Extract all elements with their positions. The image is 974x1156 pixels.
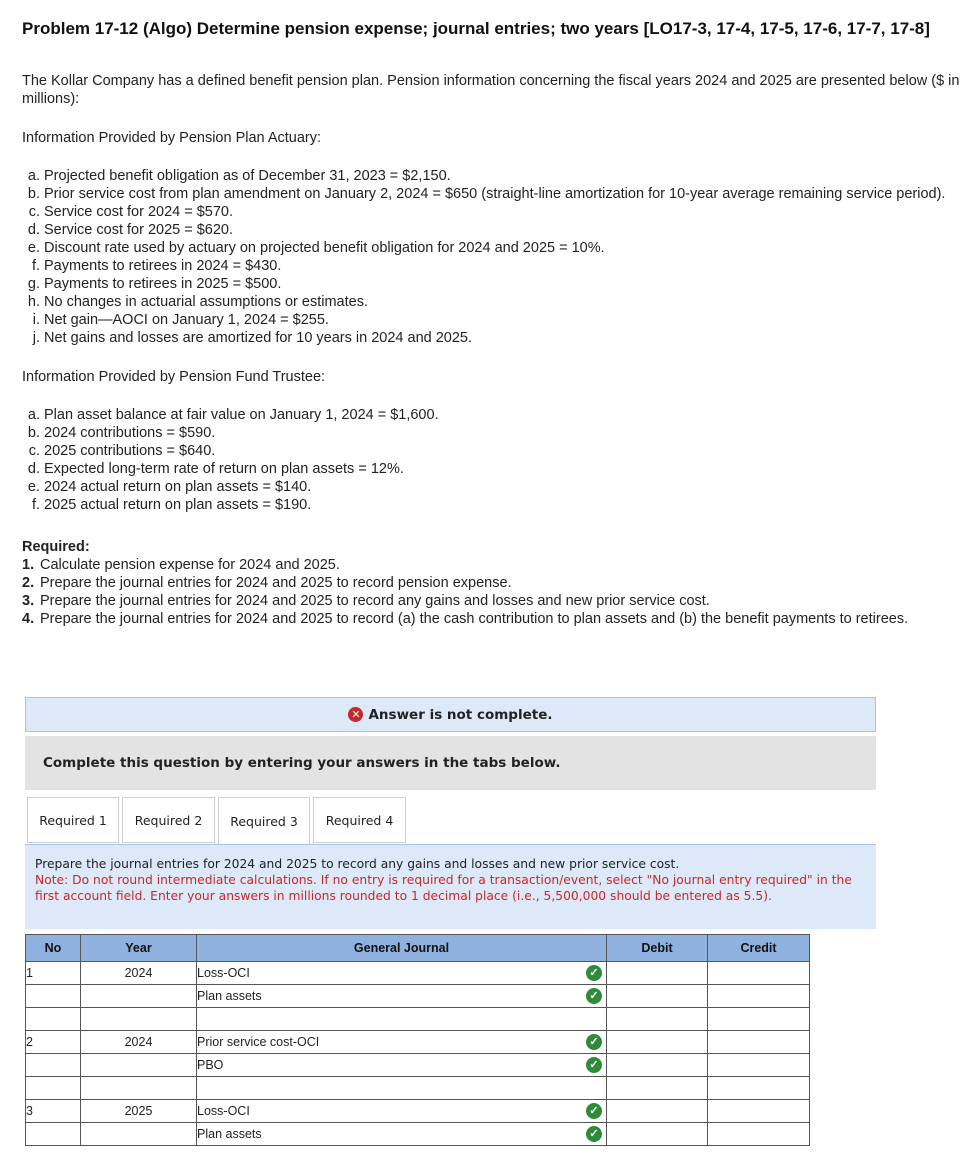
list-item-text: Net gain—AOCI on January 1, 2024 = $255. xyxy=(44,312,329,328)
list-item xyxy=(22,460,960,478)
list-item xyxy=(22,592,960,610)
list-item-marker: 4. xyxy=(22,611,35,627)
list-item-text: Prepare the journal entries for 2024 and 2025 to record any gains and losses and new prior service cost. xyxy=(40,593,710,609)
trustee-heading: Information Provided by Pension Fund Trustee: xyxy=(22,369,326,385)
entry-no-cell xyxy=(26,1077,81,1100)
required-heading: Required: xyxy=(22,539,90,555)
account-cell[interactable] xyxy=(197,1077,607,1100)
debit-input-cell[interactable] xyxy=(607,1008,708,1031)
entry-no-cell: 1 xyxy=(26,962,81,985)
debit-input-cell[interactable] xyxy=(607,962,708,985)
list-item-marker: e. xyxy=(27,240,40,256)
list-item-marker: b. xyxy=(27,425,40,441)
table-row xyxy=(26,1100,810,1123)
tab-required-3[interactable]: Required 3 xyxy=(218,797,310,845)
header-no: No xyxy=(26,935,81,962)
entry-no-cell: 3 xyxy=(26,1100,81,1123)
list-item-text: Service cost for 2024 = $570. xyxy=(44,204,234,220)
list-item-text: Prior service cost from plan amendment on January 2, 2024 = $650 (straight-line amortization for 10-year average remaining service period). xyxy=(44,186,946,202)
list-item xyxy=(22,442,960,460)
credit-input-cell[interactable] xyxy=(708,1123,810,1146)
list-item-marker: c. xyxy=(28,204,40,220)
correct-check-icon: ✓ xyxy=(586,965,602,981)
list-item xyxy=(22,275,960,293)
list-item-text: Projected benefit obligation as of December 31, 2023 = $2,150. xyxy=(44,168,451,184)
credit-input-cell[interactable] xyxy=(708,1008,810,1031)
list-item-marker: h. xyxy=(27,294,40,310)
table-row xyxy=(26,985,810,1008)
list-item-marker: c. xyxy=(28,443,40,459)
list-item xyxy=(22,221,960,239)
credit-input-cell[interactable] xyxy=(708,1054,810,1077)
correct-check-icon: ✓ xyxy=(586,1103,602,1119)
debit-input-cell[interactable] xyxy=(607,1123,708,1146)
debit-input-cell[interactable] xyxy=(607,985,708,1008)
credit-input-cell[interactable] xyxy=(708,1100,810,1123)
list-item-text: Expected long-term rate of return on plan assets = 12%. xyxy=(44,461,404,477)
account-cell[interactable] xyxy=(197,962,607,985)
entry-no-cell: 2 xyxy=(26,1031,81,1054)
list-item xyxy=(22,496,960,514)
debit-input-cell[interactable] xyxy=(607,1100,708,1123)
list-item xyxy=(22,167,960,185)
header-debit: Debit xyxy=(607,935,708,962)
list-item-marker: g. xyxy=(27,276,40,292)
instructions-note: Note: Do not round intermediate calculations. If no entry is required for a transaction/event, select "No journal entry required" in the first account field. Enter your answers in millions rounded to 1 decimal place (i.e., 5,500,000 should be entered as 5.5). xyxy=(35,873,852,903)
journal-header-row xyxy=(26,935,810,962)
list-item-marker: d. xyxy=(27,461,40,477)
complete-prompt-box xyxy=(25,736,876,790)
entry-no-cell xyxy=(26,1123,81,1146)
list-item xyxy=(22,239,960,257)
account-cell[interactable] xyxy=(197,1123,607,1146)
entry-year-cell[interactable] xyxy=(81,985,197,1008)
list-item xyxy=(22,185,960,203)
account-name: Loss-OCI xyxy=(197,1104,250,1118)
list-item-text: Net gains and losses are amortized for 10 years in 2024 and 2025. xyxy=(44,330,473,346)
list-item-text: 2024 contributions = $590. xyxy=(44,425,216,441)
complete-prompt-text: Complete this question by entering your answers in the tabs below. xyxy=(43,755,561,771)
problem-title: Problem 17-12 (Algo) Determine pension expense; journal entries; two years [LO17-3, 17-4, 17-5, 17-6, 17-7, 17-8] xyxy=(22,19,930,38)
account-name: PBO xyxy=(197,1058,224,1072)
table-row xyxy=(26,1054,810,1077)
list-item-marker: e. xyxy=(27,479,40,495)
entry-no-cell xyxy=(26,1054,81,1077)
instructions-main: Prepare the journal entries for 2024 and 2025 to record any gains and losses and new prior service cost. xyxy=(35,857,680,871)
entry-no-cell xyxy=(26,1008,81,1031)
list-item-marker: a. xyxy=(27,168,40,184)
credit-input-cell[interactable] xyxy=(708,962,810,985)
list-item-text: 2025 contributions = $640. xyxy=(44,443,216,459)
entry-year-cell[interactable] xyxy=(81,1123,197,1146)
list-item-marker: i. xyxy=(32,312,40,328)
table-row xyxy=(26,1123,810,1146)
table-row xyxy=(26,1077,810,1100)
instructions-panel xyxy=(25,844,876,929)
account-cell[interactable] xyxy=(197,985,607,1008)
credit-input-cell[interactable] xyxy=(708,1077,810,1100)
entry-year-cell[interactable] xyxy=(81,1054,197,1077)
list-item-marker: 2. xyxy=(22,575,35,591)
list-item-marker: j. xyxy=(32,330,40,346)
list-item-marker: 3. xyxy=(22,593,35,609)
table-row xyxy=(26,1031,810,1054)
entry-year-cell[interactable]: 2025 xyxy=(81,1100,197,1123)
list-item-text: 2024 actual return on plan assets = $140. xyxy=(44,479,312,495)
list-item xyxy=(22,406,960,424)
header-general-journal: General Journal xyxy=(197,935,607,962)
trustee-list xyxy=(22,406,960,514)
list-item-text: Payments to retirees in 2024 = $430. xyxy=(44,258,282,274)
list-item xyxy=(22,311,960,329)
actuary-heading: Information Provided by Pension Plan Actuary: xyxy=(22,130,322,146)
entry-no-cell xyxy=(26,985,81,1008)
entry-year-cell[interactable] xyxy=(81,1077,197,1100)
tab-required-1[interactable]: Required 1 xyxy=(27,797,119,843)
header-year: Year xyxy=(81,935,197,962)
account-name: Prior service cost-OCI xyxy=(197,1035,320,1049)
list-item xyxy=(22,478,960,496)
account-cell[interactable] xyxy=(197,1031,607,1054)
answer-status-text: Answer is not complete. xyxy=(368,706,553,723)
account-name: Plan assets xyxy=(197,1127,262,1141)
tab-required-4[interactable]: Required 4 xyxy=(313,797,406,843)
list-item-marker: a. xyxy=(27,407,40,423)
credit-input-cell[interactable] xyxy=(708,985,810,1008)
table-row xyxy=(26,1008,810,1031)
list-item-marker: 1. xyxy=(22,557,35,573)
debit-input-cell[interactable] xyxy=(607,1077,708,1100)
list-item xyxy=(22,424,960,442)
list-item xyxy=(22,293,960,311)
correct-check-icon: ✓ xyxy=(586,1057,602,1073)
list-item-text: Service cost for 2025 = $620. xyxy=(44,222,234,238)
list-item-marker: f. xyxy=(31,258,40,274)
entry-year-cell[interactable] xyxy=(81,1008,197,1031)
entry-year-cell[interactable]: 2024 xyxy=(81,1031,197,1054)
list-item xyxy=(22,329,960,347)
list-item xyxy=(22,610,960,628)
journal-table xyxy=(25,934,810,1146)
list-item-text: Prepare the journal entries for 2024 and 2025 to record pension expense. xyxy=(40,575,512,591)
account-name: Plan assets xyxy=(197,989,262,1003)
required-tabs xyxy=(27,797,409,845)
list-item-text: No changes in actuarial assumptions or estimates. xyxy=(44,294,368,310)
header-credit: Credit xyxy=(708,935,810,962)
credit-input-cell[interactable] xyxy=(708,1031,810,1054)
list-item-marker: d. xyxy=(27,222,40,238)
debit-input-cell[interactable] xyxy=(607,1054,708,1077)
list-item-marker: f. xyxy=(31,497,40,513)
list-item xyxy=(22,556,960,574)
list-item-text: 2025 actual return on plan assets = $190. xyxy=(44,497,312,513)
list-item-text: Discount rate used by actuary on projected benefit obligation for 2024 and 2025 = 10%. xyxy=(44,240,605,256)
account-cell[interactable] xyxy=(197,1054,607,1077)
answer-status-banner xyxy=(25,697,876,732)
list-item-text: Prepare the journal entries for 2024 and 2025 to record (a) the cash contribution to plan assets and (b) the benefit payments to retirees. xyxy=(40,611,909,627)
tab-required-2[interactable]: Required 2 xyxy=(122,797,215,843)
correct-check-icon: ✓ xyxy=(586,988,602,1004)
table-row xyxy=(26,962,810,985)
list-item-marker: b. xyxy=(27,186,40,202)
list-item-text: Plan asset balance at fair value on January 1, 2024 = $1,600. xyxy=(44,407,439,423)
entry-year-cell[interactable]: 2024 xyxy=(81,962,197,985)
account-cell[interactable] xyxy=(197,1100,607,1123)
list-item-text: Payments to retirees in 2025 = $500. xyxy=(44,276,282,292)
account-name: Loss-OCI xyxy=(197,966,250,980)
debit-input-cell[interactable] xyxy=(607,1031,708,1054)
account-cell[interactable] xyxy=(197,1008,607,1031)
list-item xyxy=(22,203,960,221)
list-item xyxy=(22,574,960,592)
list-item-text: Calculate pension expense for 2024 and 2025. xyxy=(40,557,340,573)
required-list xyxy=(22,556,960,628)
actuary-list xyxy=(22,167,960,347)
x-circle-icon: ✕ xyxy=(348,707,363,722)
correct-check-icon: ✓ xyxy=(586,1034,602,1050)
intro-text: The Kollar Company has a defined benefit pension plan. Pension information concerning the fiscal years 2024 and 2025 are presented below ($ in millions): xyxy=(22,73,960,107)
correct-check-icon: ✓ xyxy=(586,1126,602,1142)
list-item xyxy=(22,257,960,275)
